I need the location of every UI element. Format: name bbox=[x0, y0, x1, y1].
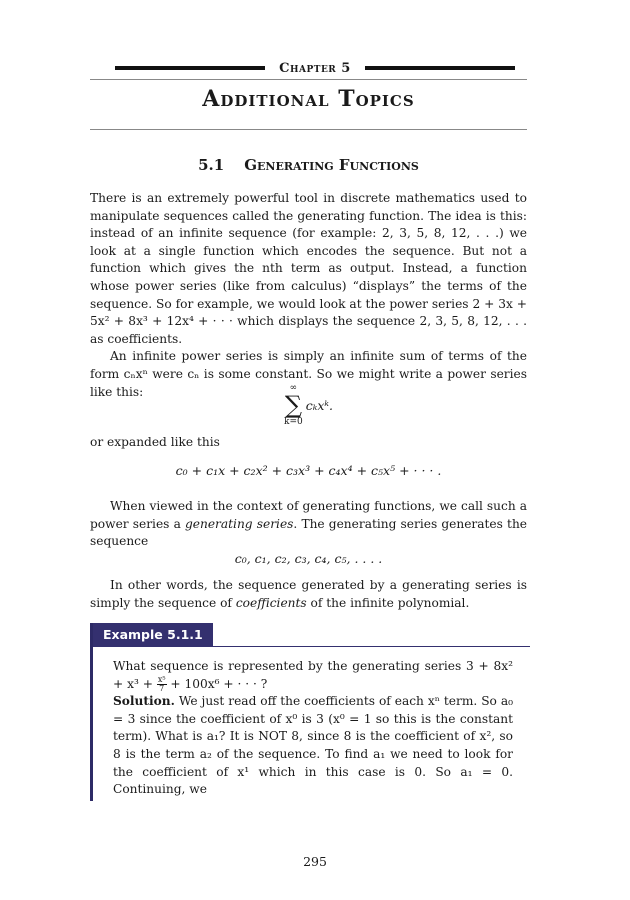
expanded-series: c₀ + c₁x + c₂x² + c₃x³ + c₄x⁴ + c₅x⁵ + · · · . bbox=[175, 463, 442, 478]
example-question: What sequence is represented by the generating series 3 + 8x² + x³ + $\frac{\text{x⁵}}{7}$ + 100x⁶ + · · · ? bbox=[113, 659, 513, 693]
example-box bbox=[90, 623, 530, 801]
sum-formula bbox=[90, 378, 527, 427]
coefficient-sequence: c₀, c₁, c₂, c₃, c₄, c₅, . . . . bbox=[234, 551, 383, 566]
chapter-label: Chapter 5 bbox=[279, 60, 351, 76]
solution-label: Solution. bbox=[113, 694, 175, 709]
paragraph-5: In other words, the sequence generated by a generating series is simply the sequence of coefficients of the infinite polynomial. bbox=[90, 578, 527, 610]
page-number: 295 bbox=[303, 854, 327, 869]
chapter-title: Additional Topics bbox=[202, 86, 415, 112]
fraction: $\frac{\text{x⁵}}{7}$ bbox=[157, 674, 166, 693]
chapter-header bbox=[90, 58, 540, 78]
example-content bbox=[113, 658, 513, 799]
header-bar-right bbox=[365, 66, 515, 70]
header-rule-bottom bbox=[90, 129, 527, 130]
section-number: 5.1 bbox=[198, 156, 225, 174]
section-heading bbox=[90, 156, 527, 174]
example-rule bbox=[93, 646, 530, 647]
section-title: Generating Functions bbox=[244, 156, 419, 174]
term-generating-series: generating series bbox=[184, 516, 294, 531]
sum-upper-limit: ∞ bbox=[289, 383, 298, 393]
term-coefficients: coefficients bbox=[235, 595, 307, 610]
header-bar-left bbox=[115, 66, 265, 70]
header-rule-top bbox=[90, 79, 527, 80]
sum-lower-limit: k=0 bbox=[284, 417, 303, 427]
example-label: Example 5.1.1 bbox=[93, 623, 213, 647]
example-solution: Solution. We just read off the coefficients of each xⁿ term. So a₀ = 3 since the coefficient of x⁰ is 3 (x⁰ = 1 so this is the constant term). What is a₁? It is NOT 8, since 8 is the coefficient of x², so 8 is the term a₂ of the sequence. To find a₁ we need to look for the coefficient of x¹ which in this case is 0. So a₁ = 0. Continuing, we bbox=[113, 694, 513, 797]
paragraph-1: There is an extremely powerful tool in discrete mathematics used to manipulate sequences called the generating function. The idea is this: instead of an infinite sequence (for example: 2, 3, 5, 8, 12, . . .) we look at a single function which encodes the sequence. But not a function which gives the nth term as output. Instead, a function whose power series (like from calculus) “displays” the terms of the sequence. So for example, we would look at the power series 2 + 3x + 5x² + 8x³ + 12x⁴ + · · · which displays the sequence 2, 3, 5, 8, 12, . . . as coefficients. bbox=[90, 191, 527, 346]
paragraph-3: or expanded like this bbox=[90, 435, 220, 449]
paragraph-4: When viewed in the context of generating functions, we call such a power series a generating series. The generating series generates the sequence bbox=[90, 499, 528, 549]
paragraph-intro bbox=[90, 190, 527, 401]
paragraph-2: An infinite power series is simply an infinite sum of terms of the form cₙxⁿ were cₙ is some constant. So we might write a power series like this: bbox=[90, 349, 527, 399]
sigma-symbol: ∑ bbox=[284, 391, 302, 419]
sum-term: cₖxᵏ. bbox=[305, 397, 333, 413]
